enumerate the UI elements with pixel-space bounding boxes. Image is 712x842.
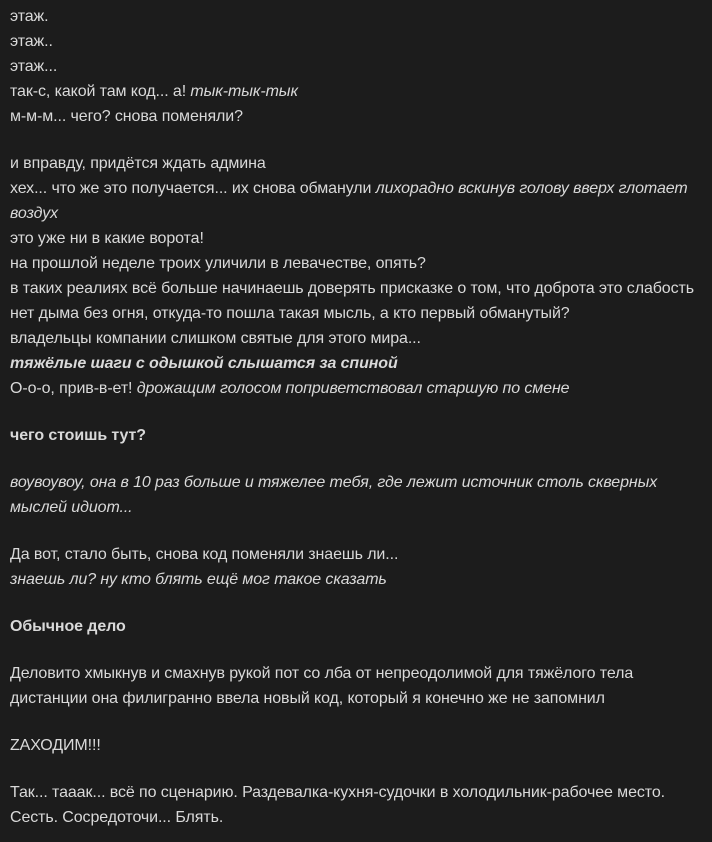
- story-line: [10, 780, 708, 830]
- story-line: [10, 29, 708, 54]
- text-segment: нет дыма без огня, откуда-то пошла такая мысль, а кто первый обманутый?: [10, 305, 570, 322]
- story-line: [10, 567, 708, 592]
- story-paragraph: [10, 733, 708, 758]
- italic-text-segment: воувоувоу, она в 10 раз больше и тяжелее тебя, где лежит источник столь скверных мыслей идиот...: [10, 474, 658, 516]
- story-line: [10, 351, 708, 376]
- bold-text-segment: Обычное дело: [10, 618, 126, 635]
- story-line: [10, 104, 708, 129]
- story-line: [10, 151, 708, 176]
- text-segment: этаж..: [10, 33, 53, 50]
- story-line: [10, 54, 708, 79]
- text-segment: этаж...: [10, 58, 58, 75]
- story-paragraph: [10, 470, 708, 520]
- story-paragraph: [10, 661, 708, 711]
- story-paragraph: [10, 151, 708, 401]
- text-segment: это уже ни в какие ворота!: [10, 230, 204, 247]
- italic-text-segment: тык-тык-тык: [190, 83, 298, 100]
- story-paragraph: [10, 780, 708, 830]
- story-line: [10, 542, 708, 567]
- story-line: [10, 79, 708, 104]
- story-paragraph: [10, 4, 708, 129]
- story-line: [10, 326, 708, 351]
- text-segment: Да вот, стало быть, снова код поменяли знаешь ли...: [10, 546, 399, 563]
- text-segment: ZАХОДИМ!!!: [10, 737, 101, 754]
- story-line: [10, 733, 708, 758]
- italic-text-segment: знаешь ли? ну кто блять ещё мог такое сказать: [10, 571, 387, 588]
- text-segment: Так... тааак... всё по сценарию. Раздевалка-кухня-судочки в холодильник-рабочее место. Сесть. Сосредоточи... Блять.: [10, 784, 665, 826]
- italic-text-segment: лихорадно вскинув голову вверх глотает воздух: [10, 180, 688, 222]
- text-segment: О-о-о, прив-в-ет!: [10, 380, 137, 397]
- story-paragraph: [10, 614, 708, 639]
- text-segment: этаж.: [10, 8, 49, 25]
- text-segment: Деловито хмыкнув и смахнув рукой пот со лба от непреодолимой для тяжёлого тела дистанции она филигранно ввела новый код, который я конечно же не запомнил: [10, 665, 634, 707]
- text-segment: владельцы компании слишком святые для этого мира...: [10, 330, 421, 347]
- text-segment: хех... что же это получается... их снова обманули: [10, 180, 376, 197]
- bold-italic-text-segment: тяжёлые шаги с одышкой слышатся за спиной: [10, 355, 398, 372]
- story-line: [10, 423, 708, 448]
- text-segment: и вправду, придётся ждать админа: [10, 155, 266, 172]
- story-line: [10, 176, 708, 226]
- text-segment: м-м-м... чего? снова поменяли?: [10, 108, 243, 125]
- italic-text-segment: дрожащим голосом поприветствовал старшую по смене: [136, 380, 570, 397]
- story-paragraph: [10, 423, 708, 448]
- story-line: [10, 276, 708, 301]
- story-line: [10, 661, 708, 711]
- story-line: [10, 470, 708, 520]
- bold-text-segment: чего стоишь тут?: [10, 427, 146, 444]
- story-line: [10, 376, 708, 401]
- story-line: [10, 614, 708, 639]
- story-line: [10, 251, 708, 276]
- text-segment: так-с, какой там код... а!: [10, 83, 191, 100]
- text-segment: на прошлой неделе троих уличили в левачестве, опять?: [10, 255, 426, 272]
- story-line: [10, 4, 708, 29]
- text-segment: в таких реалиях всё больше начинаешь доверять присказке о том, что доброта это слабость: [10, 280, 694, 297]
- story-line: [10, 301, 708, 326]
- story-line: [10, 226, 708, 251]
- story-paragraph: [10, 542, 708, 592]
